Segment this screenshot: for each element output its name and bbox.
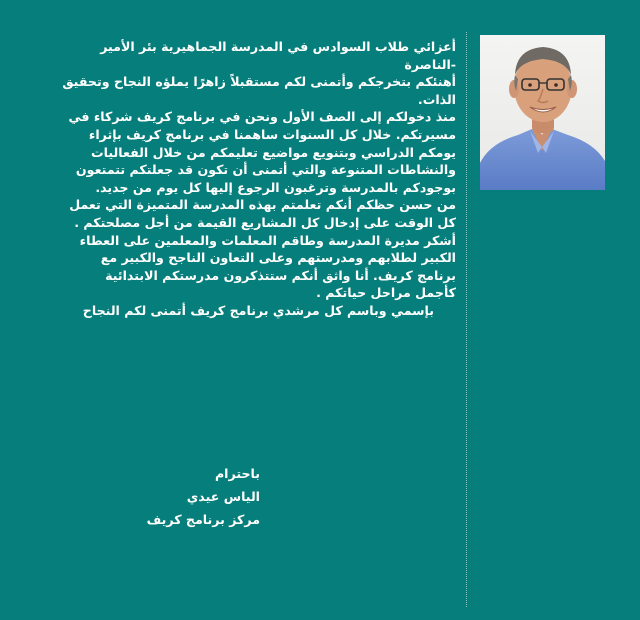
portrait-photo <box>480 35 605 190</box>
signature-title: مركز برنامج كريف <box>146 512 260 527</box>
letter-paragraph: من حسن حظكم أنكم تعلمتم بهذه المدرسة المتميزة التي تعمل كل الوقت على إدخال كل المشاريع القيمة من أجل مصلحتكم . <box>69 197 456 230</box>
letter-paragraph: أهنئكم بتخرجكم وأتمنى لكم مستقبلاً زاهرًا يملؤه النجاح وتحقيق الذات. <box>62 74 456 107</box>
letter-body <box>62 38 456 320</box>
signature-block <box>60 462 260 531</box>
dotted-divider <box>466 32 467 607</box>
letter-greeting: أعزائي طلاب السوادس في المدرسة الجماهيرية بئر الأمير -الناصرة <box>100 39 456 72</box>
signature-closing: باحترام <box>214 466 260 481</box>
letter-paragraph: منذ دخولكم إلى الصف الأول ونحن في برنامج كريف شركاء في مسيرتكم. خلال كل السنوات ساهمنا في برنامج كريف بإثراء يومكم الدراسي وبتنويع مواضيع تعليمكم من خلال الفعاليات والنشاطات المتنوعة والتي أتمنى أن تكون قد جعلتكم تتمتعون بوجودكم بالمدرسة وترغبون الرجوع إليها كل يوم من جديد. <box>68 109 456 195</box>
signature-name: الياس عيدي <box>186 489 260 504</box>
letter-wish: بإسمي وباسم كل مرشدي برنامج كريف أتمنى لكم النجاح <box>82 302 434 318</box>
letter-paragraph: أشكر مديرة المدرسة وطاقم المعلمات والمعلمين على العطاء الكبير لطلابهم ومدرستهم وعلى التعاون الناجح والكبير مع برنامج كريف. أنا واثق أنكم ستتذكرون مدرستكم الابتدائية كأجمل مراحل حياتكم . <box>79 232 456 301</box>
